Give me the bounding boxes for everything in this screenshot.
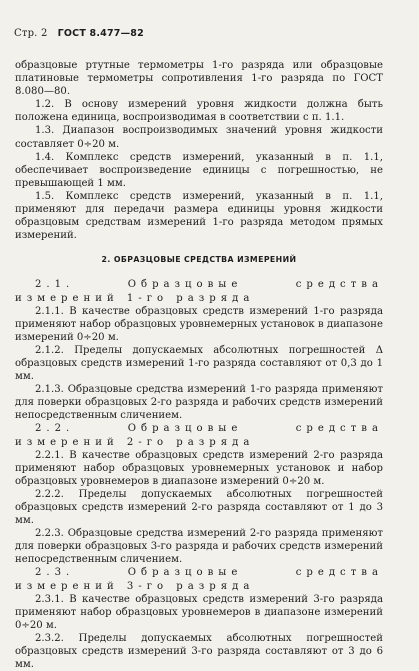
paragraph-2-1-1: 2.1.1. В качестве образцовых средств измерений 1-го разряда применяют набор образцовых уровнемерных установок в диапазоне измерений 0÷20 м.	[15, 305, 383, 343]
subsection-heading-2-3: 2.3. Образцовые средства измерений 3-го разряда	[15, 567, 383, 592]
paragraph-2-3-1: 2.3.1. В качестве образцовых средств измерений 3-го разряда применяют набор образцовых уровнемеров в диапазоне измерений 0÷20 м.	[15, 593, 383, 631]
document-body	[15, 59, 383, 671]
page-number: Стр. 2	[14, 28, 48, 39]
paragraph-1-4: 1.4. Комплекс средств измерений, указанный в п. 1.1, обеспечивает воспроизведение единицы с погрешностью, не превышающей 1 мм.	[15, 151, 383, 189]
standard-number: ГОСТ 8.477—82	[57, 28, 144, 39]
paragraph-2-2-3: 2.2.3. Образцовые средства измерений 2-го разряда применяют для поверки образцовых 3-го разряда и рабочих средств измерений непосредственным сличением.	[15, 528, 383, 566]
paragraph-1-2: 1.2. В основу измерений уровня жидкости должна быть положена единица, воспроизводимая в соответствии с п. 1.1.	[15, 99, 383, 124]
paragraph-1-3: 1.3. Диапазон воспроизводимых значений уровня жидкости составляет 0÷20 м.	[15, 125, 383, 150]
paragraph-2-1-2: 2.1.2. Пределы допускаемых абсолютных погрешностей Δ образцовых средств измерений 1-го разряда составляют от 0,3 до 1 мм.	[15, 344, 383, 383]
page-header	[14, 28, 144, 39]
paragraph-1-5: 1.5. Комплекс средств измерений, указанный в п. 1.1, применяют для передачи размера единицы уровня жидкости образцовым средствам измерений 1-го разряда методом прямых измерений.	[15, 190, 383, 242]
subsection-heading-2-2: 2.2. Образцовые средства измерений 2-го разряда	[15, 423, 383, 448]
subsection-heading-2-1: 2.1. Образцовые средства измерений 1-го разряда	[15, 279, 383, 304]
paragraph-1-1-cont: образцовые ртутные термометры 1-го разряда или образцовые платиновые термометры сопротивления 1-го разряда по ГОСТ 8.080—80.	[15, 60, 383, 98]
paragraph-2-1-3: 2.1.3. Образцовые средства измерений 1-го разряда применяют для поверки образцовых 2-го разряда и рабочих средств измерений непосредственным сличением.	[15, 384, 383, 422]
paragraph-2-3-2: 2.3.2. Пределы допускаемых абсолютных погрешностей образцовых средств измерений 3-го разряда составляют от 3 до 6 мм.	[15, 632, 383, 671]
paragraph-2-2-1: 2.2.1. В качестве образцовых средств измерений 2-го разряда применяют набор образцовых уровнемерных установок и набор образцовых уровнемеров в диапазоне измерений 0÷20 м.	[15, 449, 383, 487]
section-title: 2. ОБРАЗЦОВЫЕ СРЕДСТВА ИЗМЕРЕНИЙ	[101, 255, 297, 265]
paragraph-2-2-2: 2.2.2. Пределы допускаемых абсолютных погрешностей образцовых средств измерений 2-го разряда составляют от 1 до 3 мм.	[15, 488, 383, 527]
